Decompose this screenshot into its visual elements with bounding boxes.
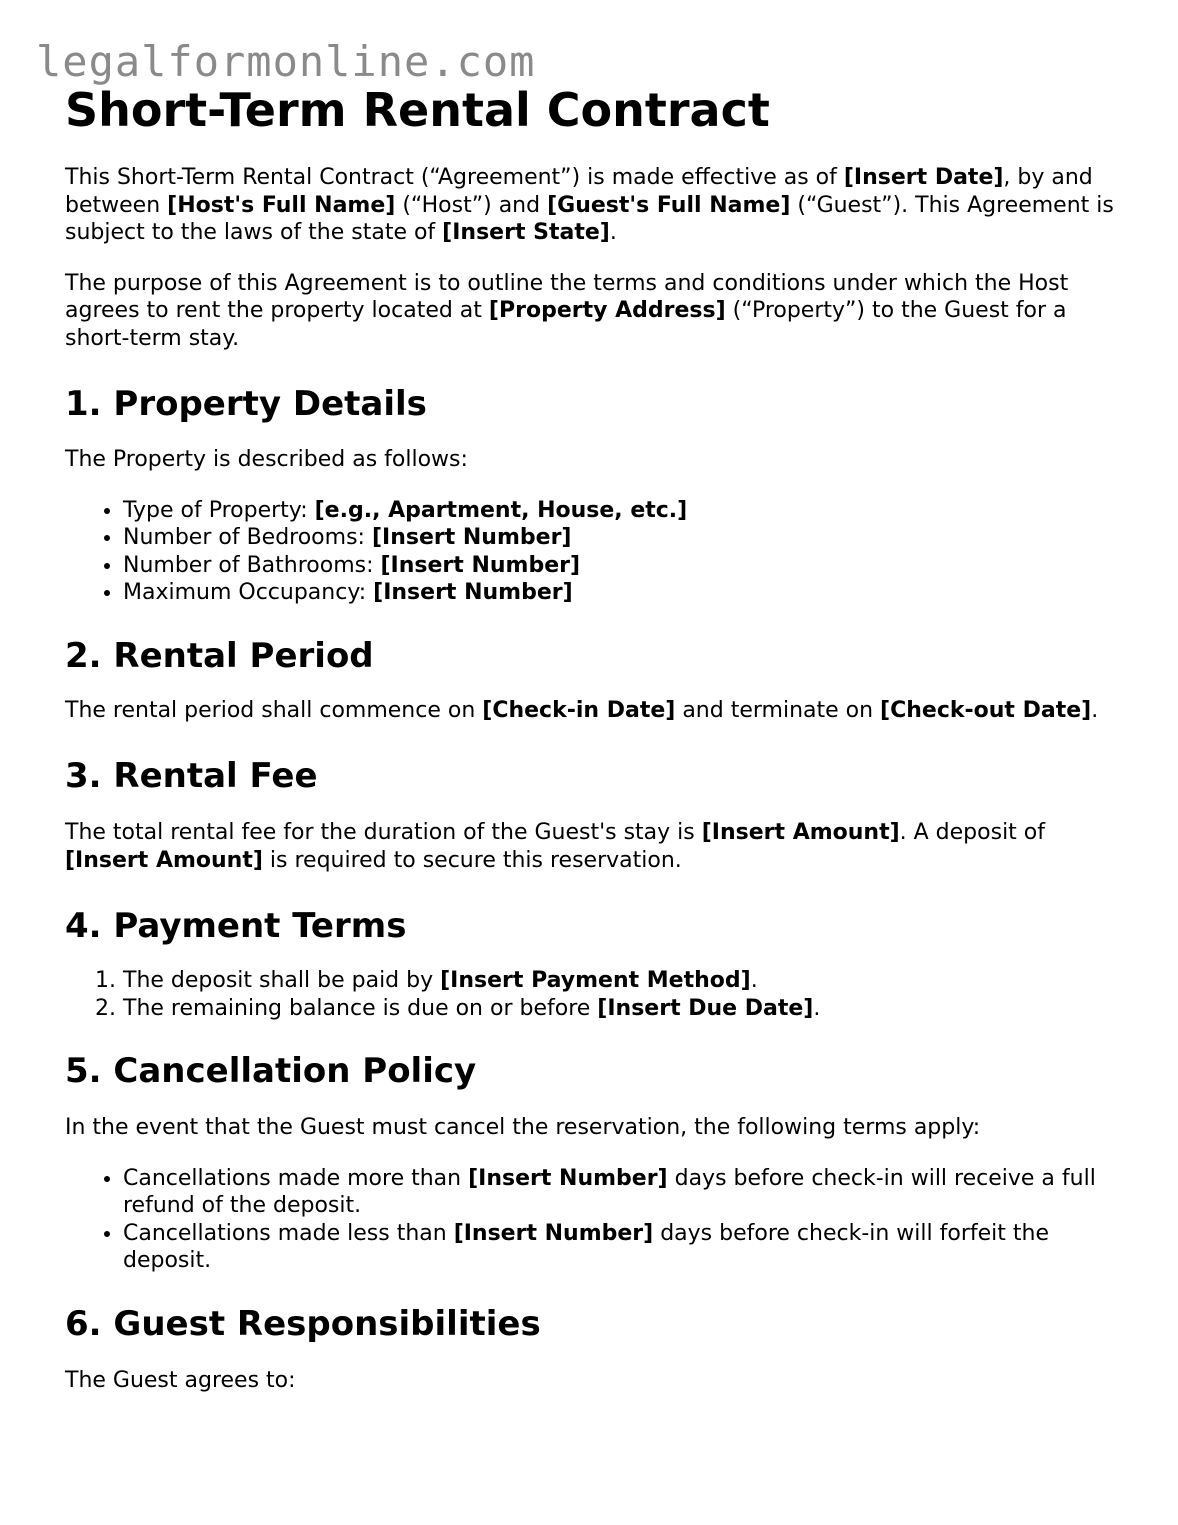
placeholder-property-address: [Property Address] — [488, 298, 726, 323]
list-item: • Type of Property: [e.g., Apartment, House, etc.] — [123, 497, 1125, 525]
placeholder-date: [Insert Date] — [843, 165, 1004, 190]
placeholder-amount: [Insert Amount] — [701, 820, 900, 845]
section-3-heading: 3. Rental Fee — [65, 756, 318, 796]
intro-paragraph-1: This Short-Term Rental Contract (“Agreement”) is made effective as of [Insert Date], by and between [Host's Full Name] (“Host”) and [Guest's Full Name] (“Guest”). This Agreement is subject to the laws of the state of [Insert State]. — [65, 165, 1114, 245]
intro-paragraph-2: The purpose of this Agreement is to outline the terms and conditions under which the Host agrees to rent the property located at [Property Address] (“Property”) to the Guest for a short-term stay. — [65, 270, 1069, 351]
section-1-heading: 1. Property Details — [65, 384, 427, 424]
placeholder-host-name: [Host's Full Name] — [167, 192, 396, 218]
placeholder-deposit-amount: [Insert Amount] — [65, 847, 263, 873]
list-item: • Cancellations made more than [Insert Number] days before check-in will receive a full refund of the deposit. — [123, 1165, 1125, 1220]
property-details-list — [65, 497, 1125, 607]
section-2-heading: 2. Rental Period — [65, 635, 374, 676]
cancellation-policy-list — [65, 1165, 1125, 1275]
section-3-text: The total rental fee for the duration of the Guest's stay is [Insert Amount]. A deposit of [Insert Amount] is required to secure this reservation. — [65, 820, 1046, 873]
list-item: • Cancellations made less than [Insert Number] days before check-in will forfeit the deposit. — [123, 1220, 1125, 1275]
section-6-lead: The Guest agrees to: — [65, 1367, 296, 1393]
placeholder-guest-name: [Guest's Full Name] — [547, 192, 791, 218]
placeholder-state: [Insert State] — [442, 220, 610, 245]
list-item: • Number of Bathrooms: [Insert Number] — [123, 552, 1125, 580]
document-body — [65, 80, 1125, 1394]
section-1-lead: The Property is described as follows: — [65, 447, 468, 472]
section-4-heading: 4. Payment Terms — [65, 906, 407, 946]
list-item: • Maximum Occupancy: [Insert Number] — [123, 579, 1125, 607]
payment-terms-list — [65, 967, 1125, 1022]
list-item: 1. The deposit shall be paid by [Insert Payment Method]. — [123, 967, 1125, 995]
list-item: • Number of Bedrooms: [Insert Number] — [123, 524, 1125, 552]
section-6-heading: 6. Guest Responsibilities — [65, 1303, 541, 1344]
document-title: Short-Term Rental Contract — [65, 83, 770, 137]
section-5-lead: In the event that the Guest must cancel the reservation, the following terms apply: — [65, 1115, 981, 1140]
list-item: 2. The remaining balance is due on or before [Insert Due Date]. — [123, 995, 1125, 1023]
section-5-heading: 5. Cancellation Policy — [65, 1051, 477, 1091]
section-2-text: The rental period shall commence on [Check-in Date] and terminate on [Check-out Date]. — [65, 697, 1099, 723]
placeholder-checkout-date: [Check-out Date] — [880, 697, 1092, 723]
placeholder-checkin-date: [Check-in Date] — [482, 697, 676, 723]
watermark-logo: legalformonline.com — [36, 37, 536, 86]
